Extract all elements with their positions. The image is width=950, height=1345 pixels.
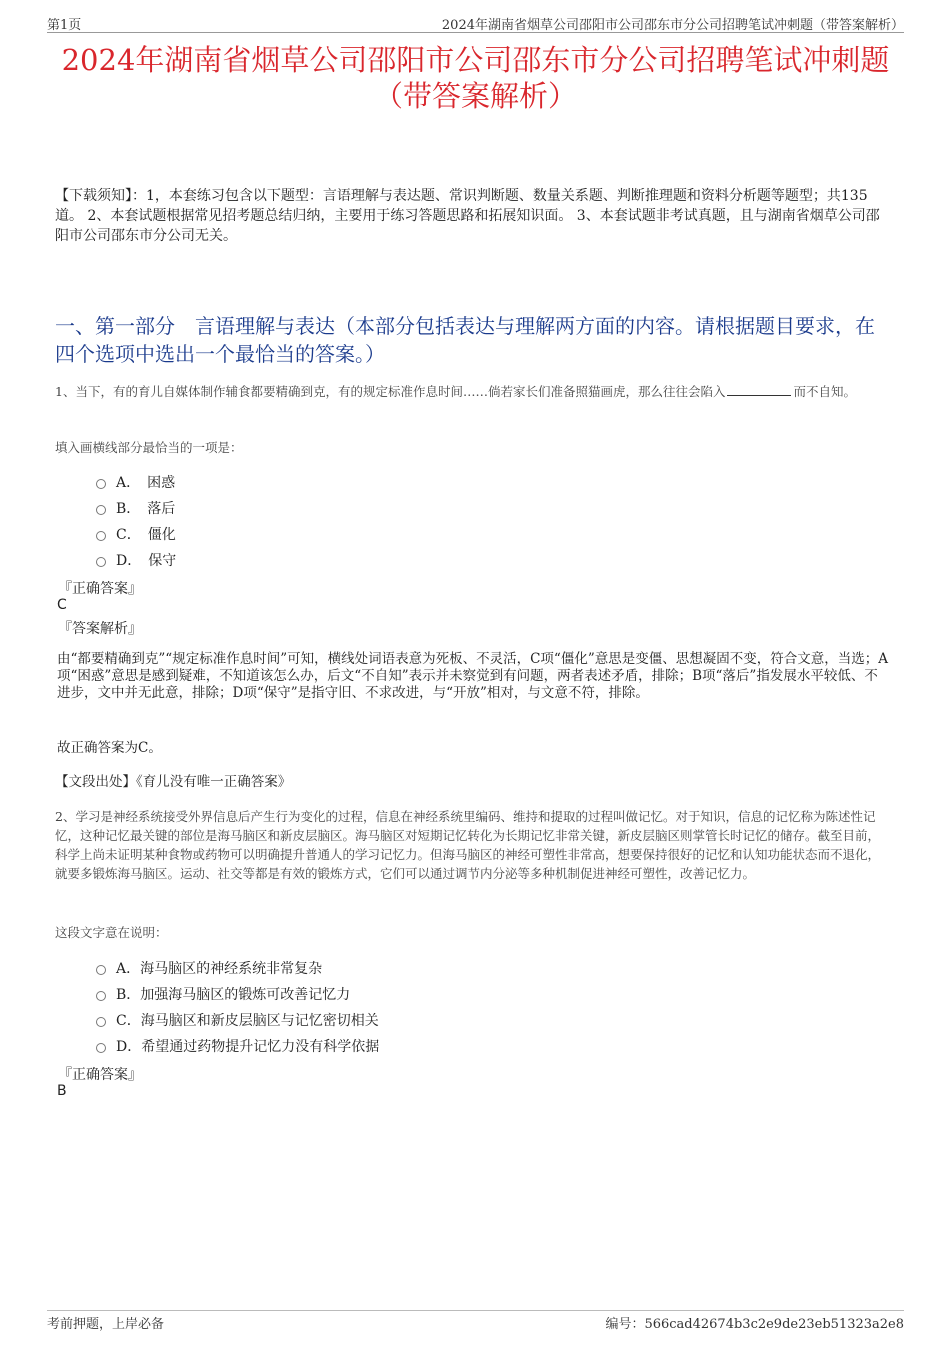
radio-icon[interactable] [96, 479, 106, 489]
question-1-option-c[interactable] [96, 524, 176, 544]
section-heading: 一、第一部分 言语理解与表达（本部分包括表达与理解两方面的内容。请根据题目要求，在四个选项中选出一个最恰当的答案。） [55, 314, 875, 366]
question-1-text-before: 1、当下，有的育儿自媒体制作辅食都要精确到克，有的规定标准作息时间……倘若家长们准备照猫画虎，那么往往会陷入 [55, 384, 726, 399]
option-label: D． 保守 [116, 553, 177, 569]
question-1-option-d[interactable] [96, 550, 176, 570]
question-2-option-a[interactable] [96, 958, 322, 978]
option-label: A．海马脑区的神经系统非常复杂 [116, 961, 323, 977]
option-label: A． 困惑 [116, 475, 176, 491]
question-1-source: 【文段出处】《育儿没有唯一正确答案》 [55, 774, 292, 790]
header-doc-title: 2024年湖南省烟草公司邵阳市公司邵东市分公司招聘笔试冲刺题（带答案解析） [441, 18, 904, 33]
footer-serial: 编号：566cad42674b3c2e9de23eb51323a2e8 [605, 1317, 904, 1332]
radio-icon[interactable] [96, 965, 106, 975]
question-2-answer: B [57, 1083, 67, 1099]
page-number: 第1页 [47, 18, 82, 33]
page-title: 2024年湖南省烟草公司邵阳市公司邵东市分公司招聘笔试冲刺题（带答案解析） [61, 43, 890, 113]
question-1-analysis: 由“都要精确到克”“规定标准作息时间”可知，横线处词语表意为死板、不灵活，C项“僵化”意思是变僵、思想凝固不变，符合文意，当选；A项“困惑”意思是感到疑难，不知道该怎么办，后文“不自知”表示并未察觉到有问题，两者表述矛盾，排除；B项“落后”指发展水平较低、不进步，文中并无此意，排除；D项“保守”是指守旧、不求改进，与“开放”相对，与文意不符，排除。 [57, 651, 888, 701]
option-label: D．希望通过药物提升记忆力没有科学依据 [116, 1039, 380, 1055]
question-2-answer-label: 『正确答案』 [58, 1067, 142, 1083]
option-label: B．加强海马脑区的锻炼可改善记忆力 [116, 987, 351, 1003]
radio-icon[interactable] [96, 505, 106, 515]
question-1-prompt: 填入画横线部分最恰当的一项是： [55, 440, 243, 455]
question-1-option-b[interactable] [96, 498, 175, 518]
radio-icon[interactable] [96, 1043, 106, 1053]
question-1-text [55, 382, 888, 401]
header-divider [47, 32, 904, 33]
question-2-option-d[interactable] [96, 1036, 379, 1056]
question-2-text: 2、学习是神经系统接受外界信息后产生行为变化的过程，信息在神经系统里编码、维持和提取的过程叫做记忆。对于知识，信息的记忆称为陈述性记忆，这种记忆最关键的部位是海马脑区和新皮层脑区。海马脑区对短期记忆转化为长期记忆非常关键，新皮层脑区则掌管长时记忆的储存。截至目前，科学上尚未证明某种食物或药物可以明确提升普通人的学习记忆力。但海马脑区的神经可塑性非常高，想要保持很好的记忆和认知功能状态而不退化，就要多锻炼海马脑区。运动、社交等都是有效的锻炼方式，它们可以通过调节内分泌等多种机制促进神经可塑性，改善记忆力。 [55, 809, 881, 881]
question-2-option-c[interactable] [96, 1010, 379, 1030]
question-1-analysis-label: 『答案解析』 [58, 621, 142, 637]
download-notice: 【下载须知】：1，本套练习包含以下题型：言语理解与表达题、常识判断题、数量关系题、判断推理题和资料分析题等题型；共135道。 2、本套试题根据常见招考题总结归纳，主要用于练习答题思路和拓展知识面。 3、本套试题非考试真题，且与湖南省烟草公司邵阳市公司邵东市分公司无关。 [55, 188, 880, 244]
radio-icon[interactable] [96, 1017, 106, 1027]
question-1-answer: C [57, 597, 67, 613]
question-1-option-a[interactable] [96, 472, 175, 492]
radio-icon[interactable] [96, 991, 106, 1001]
question-2-prompt: 这段文字意在说明： [55, 925, 168, 940]
question-1-conclusion: 故正确答案为C。 [57, 740, 162, 756]
radio-icon[interactable] [96, 557, 106, 567]
option-label: B． 落后 [116, 501, 176, 517]
question-1-blank [727, 383, 791, 396]
footer-divider [47, 1310, 904, 1311]
question-1-answer-label: 『正确答案』 [58, 581, 142, 597]
question-2-option-b[interactable] [96, 984, 350, 1004]
question-1-text-after: 而不自知。 [793, 384, 856, 399]
footer-slogan: 考前押题，上岸必备 [47, 1317, 165, 1332]
radio-icon[interactable] [96, 531, 106, 541]
option-label: C．海马脑区和新皮层脑区与记忆密切相关 [116, 1013, 379, 1029]
option-label: C． 僵化 [116, 527, 176, 543]
